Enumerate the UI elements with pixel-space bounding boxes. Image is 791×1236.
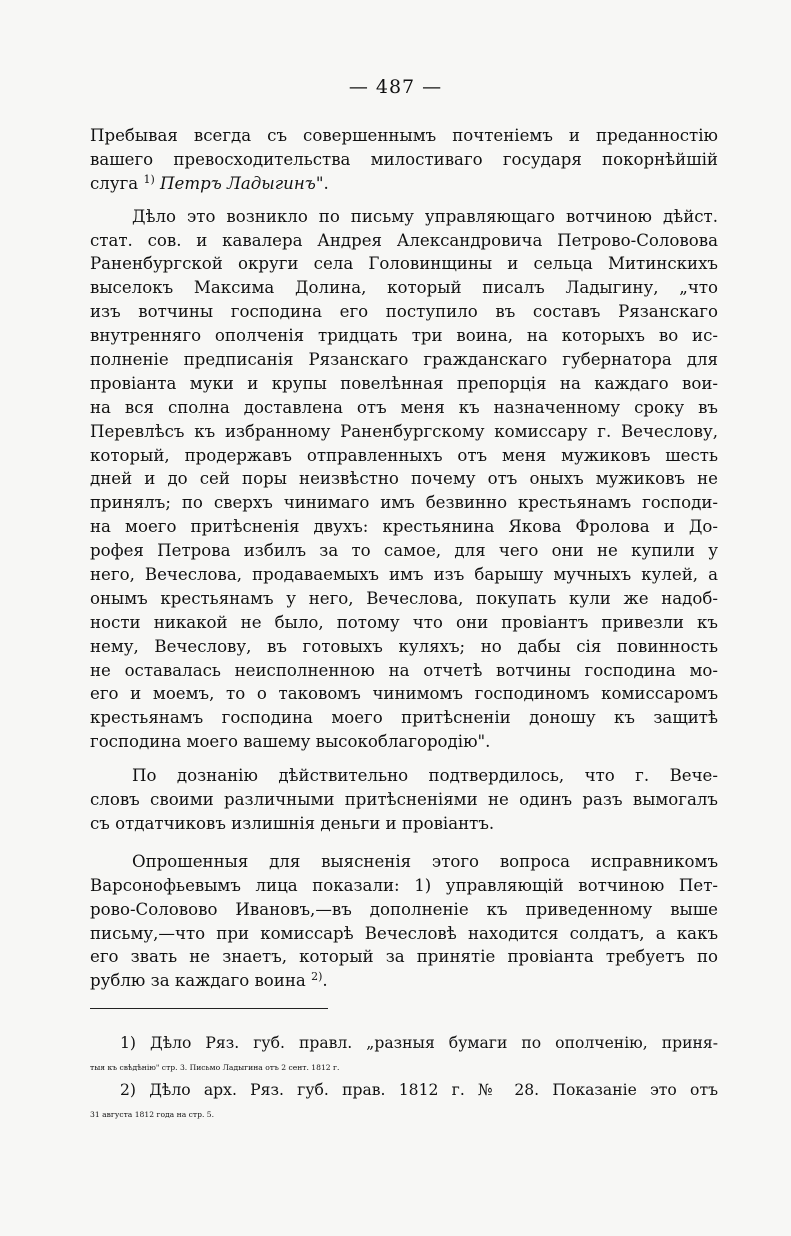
signature-line [90, 172, 718, 196]
text-line: нему, Вечеслову, въ готовыхъ куляхъ; но дабы сія повинность [90, 636, 718, 656]
text-line: Опрошенныя для выясненія этого вопроса исправникомъ [132, 851, 718, 871]
text-line: его и моемъ, то о таковомъ чинимомъ господиномъ комиссаромъ [90, 684, 718, 704]
text-line: Раненбургской округи села Головинщины и сельца Митинскихъ [90, 254, 718, 274]
last-line-text: рублю за каждаго воина [90, 971, 312, 991]
text-line: Пребывая всегда съ совершеннымъ почтеніемъ и преданностію [90, 126, 718, 145]
paragraph-inquiry [90, 764, 718, 836]
text-line: на моего притѣсненія двухъ: крестьянина Якова Фролова и До- [90, 517, 718, 537]
text-line: Варсонофьевымъ лица показали: 1) управляющій вотчиною Пет- [90, 875, 718, 895]
footnote-line: 2) Дѣло арх. Ряз. губ. прав. 1812 г. № 28. Показаніе это отъ [120, 1081, 718, 1099]
signature-name: Петръ Ладыгинъ [160, 173, 316, 193]
body-text [90, 124, 718, 993]
text-line: не оставалась неисполненною на отчетѣ вотчины господина мо- [90, 660, 718, 680]
text-line: выселокъ Максима Долина, который писалъ Ладыгину, „что [90, 278, 718, 298]
footnote-ref: 2) [311, 970, 323, 984]
last-line-suffix: . [322, 971, 328, 991]
text-line: По дознанію дѣйствительно подтвердилось, что г. Вече- [132, 766, 718, 786]
footnote-line: 31 августа 1812 года на стр. 5. [90, 1109, 215, 1119]
text-line: который, продержавъ отправленныхъ отъ меня мужиковъ шесть [90, 445, 718, 465]
footnote-divider [90, 1008, 328, 1009]
text-line: рофея Петрова избилъ за то самое, для чего они не купили у [90, 541, 718, 561]
text-line: на вся сполна доставлена отъ меня къ назначенному сроку въ [90, 397, 718, 417]
text-line: крестьянамъ господина моего притѣсненіи доношу къ защитѣ [90, 708, 718, 728]
text-line: съ отдатчиковъ излишнія деньги и провіантъ. [90, 813, 495, 833]
text-line: его звать не знаетъ, который за принятіе провіанта требуетъ по [90, 947, 718, 967]
footnotes [90, 1032, 718, 1126]
text-line: вашего превосходительства милостиваго государя покорнѣйшій [90, 149, 718, 169]
signature-suffix: ". [315, 173, 329, 193]
paragraph-testimony [90, 850, 718, 993]
signature-prefix: слуга [90, 173, 144, 193]
text-line: стат. сов. и кавалера Андрея Александровича Петрово-Соловова [90, 230, 718, 250]
text-line: Дѣло это возникло по письму управляющаго вотчиною дѣйст. [132, 206, 718, 226]
text-line: полненіе предписанія Рязанскаго гражданскаго губернатора для [90, 350, 718, 370]
page-number: — 487 — [348, 76, 443, 98]
text-line [90, 969, 718, 993]
text-line: него, Вечеслова, продаваемыхъ имъ изъ барышу мучныхъ кулей, а [90, 565, 718, 585]
footnote-line: тыя къ свѣдѣнію" стр. 3. Письмо Ладыгина отъ 2 сент. 1812 г. [90, 1062, 340, 1072]
text-line: письму,—что при комиссарѣ Вечесловѣ находится солдатъ, а какъ [90, 923, 718, 943]
text-line: провіанта муки и крупы повелѣнная препорція на каждаго вои- [90, 373, 718, 393]
text-line: рово-Соловово Ивановъ,—въ дополненіе къ приведенному выше [90, 899, 718, 919]
text-line: внутренняго ополченія тридцать три воина, на которыхъ во ис- [90, 326, 718, 346]
text-line: словъ своими различными притѣсненіями не одинъ разъ вымогалъ [90, 790, 718, 810]
paragraph-case [90, 205, 718, 754]
text-line: Перевлѣсъ къ избранному Раненбургскому комиссару г. Вечеслову, [90, 421, 718, 441]
text-line: ности никакой не было, потому что они провіантъ привезли къ [90, 612, 718, 632]
text-line: изъ вотчины господина его поступило въ составъ Рязанскаго [90, 302, 718, 322]
footnote-line: 1) Дѣло Ряз. губ. правл. „разныя бумаги по ополченію, приня- [120, 1034, 718, 1052]
text-line: онымъ крестьянамъ у него, Вечеслова, покупать кули же надоб- [90, 588, 718, 608]
text-line: дней и до сей поры неизвѣстно почему отъ оныхъ мужиковъ не [90, 469, 718, 489]
text-line: господина моего вашему высокоблагородію". [90, 732, 491, 752]
text-line: принялъ; по сверхъ чинимаго имъ безвинно крестьянамъ господи- [90, 493, 718, 513]
footnote-ref: 1) [143, 172, 155, 186]
paragraph-closing [90, 124, 718, 196]
